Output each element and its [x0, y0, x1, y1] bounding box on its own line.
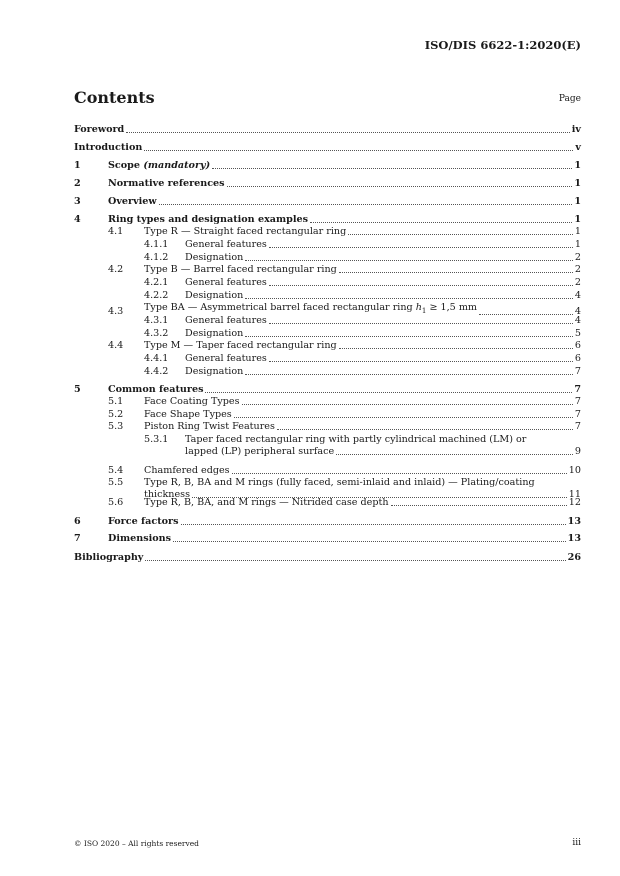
toc-entry[interactable] [74, 226, 581, 237]
toc-entry-number: 4.4.1 [144, 353, 169, 364]
toc-entry-number: 4 [74, 214, 81, 225]
toc-entry-title: Overview [108, 196, 157, 207]
toc-entry-page: 4 [574, 305, 581, 317]
toc-entry-page: 1 [574, 239, 581, 250]
toc-entry-title: Normative references [108, 178, 225, 189]
toc-entry-page: 12 [568, 497, 581, 508]
toc-entry-title: Introduction [74, 142, 143, 153]
toc-entry-page: 4 [574, 290, 581, 301]
toc-entry-number: 4.3.2 [144, 328, 169, 339]
toc-entry-number: 7 [74, 533, 81, 544]
toc-entry-page: 1 [574, 226, 581, 237]
toc-entry-number: 4.3.1 [144, 315, 169, 326]
copyright-notice: © ISO 2020 – All rights reserved [74, 839, 199, 848]
toc-entry-page: 11 [568, 489, 581, 500]
dot-leader [339, 347, 573, 349]
toc-entry-title: Type R, B, BA, and M rings — Nitrided case depth [144, 497, 389, 508]
toc-entry-page: 7 [574, 396, 581, 407]
dot-leader [212, 167, 572, 169]
toc-entry-number: 3 [74, 196, 81, 207]
toc-entry-title: General features [185, 239, 267, 250]
dot-leader [159, 203, 573, 205]
toc-entry-title: Piston Ring Twist Features [144, 421, 275, 432]
toc-entry-number: 4.2.2 [144, 290, 169, 301]
toc-entry[interactable] [74, 124, 581, 135]
toc-entry-page: 7 [574, 366, 581, 377]
page-number: iii [572, 838, 581, 848]
toc-entry[interactable] [74, 421, 581, 432]
dot-leader [269, 322, 573, 324]
toc-entry-page: 1 [574, 196, 581, 207]
toc-entry-page: v [575, 142, 581, 153]
dot-leader [205, 391, 572, 393]
toc-entry-number: 5.3 [108, 421, 124, 432]
toc-entry-page: 9 [574, 446, 581, 457]
toc-entry-title: Type M — Taper faced rectangular ring [144, 340, 337, 351]
toc-entry-number: 4.1.2 [144, 252, 169, 263]
toc-entry[interactable] [74, 315, 581, 326]
toc-entry[interactable] [74, 533, 581, 544]
toc-entry-number: 5 [74, 384, 81, 395]
toc-entry-title: Designation [185, 366, 244, 377]
toc-entry-number: 4.1 [108, 226, 124, 237]
dot-leader [310, 221, 572, 223]
toc-entry-title: thickness [144, 489, 190, 500]
toc-entry[interactable] [74, 516, 581, 527]
dot-leader [227, 185, 573, 187]
toc-entry-title: Scope (mandatory) [108, 160, 211, 171]
toc-entry-title: General features [185, 315, 267, 326]
toc-entry-number: 5.6 [108, 497, 124, 508]
toc-entry-title: Force factors [108, 516, 179, 527]
toc-entry-page: 13 [567, 516, 581, 527]
dot-leader [391, 504, 567, 506]
toc-entry[interactable] [74, 239, 581, 250]
dot-leader [242, 403, 573, 405]
toc-entry[interactable] [74, 178, 581, 189]
toc-entry-number: 4.4.2 [144, 366, 169, 377]
toc-entry-number: 5.4 [108, 465, 124, 476]
toc-entry-title: Taper faced rectangular ring with partly cylindrical machined (LM) or [185, 434, 527, 445]
toc-entry-number: 4.4 [108, 340, 124, 351]
toc-entry-title: Chamfered edges [144, 465, 230, 476]
toc-entry[interactable] [74, 384, 581, 395]
dot-leader [245, 297, 573, 299]
toc-entry-title: Dimensions [108, 533, 172, 544]
toc-entry-title: General features [185, 353, 267, 364]
toc-entry[interactable] [74, 160, 581, 171]
dot-leader [277, 428, 573, 430]
dot-leader [269, 360, 573, 362]
toc-entry[interactable] [74, 214, 581, 225]
dot-leader [145, 559, 565, 561]
toc-entry[interactable] [74, 340, 581, 351]
toc-entry-page: 1 [574, 160, 581, 171]
dot-leader [245, 373, 573, 375]
toc-entry-title: Face Coating Types [144, 396, 240, 407]
toc-entry[interactable] [74, 252, 581, 263]
toc-entry-number: 5.3.1 [144, 434, 169, 445]
toc-entry[interactable] [74, 142, 581, 153]
dot-leader [269, 246, 573, 248]
toc-entry-number: 4.1.1 [144, 239, 169, 250]
dot-leader [339, 271, 573, 273]
toc-entry-title: Bibliography [74, 552, 144, 563]
toc-entry-title: lapped (LP) peripheral surface [185, 446, 335, 457]
toc-entry-page: 7 [574, 384, 581, 395]
toc-entry-number: 1 [74, 160, 81, 171]
toc-entry[interactable] [74, 366, 581, 377]
dot-leader [348, 233, 573, 235]
dot-leader [269, 284, 573, 286]
toc-entry-number: 4.3 [108, 305, 124, 317]
toc-entry[interactable] [74, 264, 581, 275]
page-column-label: Page [558, 94, 581, 104]
dot-leader [232, 472, 567, 474]
toc-entry[interactable] [74, 477, 581, 488]
toc-entry-title: Ring types and designation examples [108, 214, 309, 225]
toc-entry-title: Designation [185, 252, 244, 263]
toc-entry[interactable] [74, 328, 581, 339]
dot-leader [245, 259, 573, 261]
toc-entry-title: Designation [185, 290, 244, 301]
dot-leader [336, 453, 573, 455]
toc-entry-number: 5.1 [108, 396, 124, 407]
toc-entry-title: Common features [108, 384, 204, 395]
toc-entry-number: 5.2 [108, 409, 124, 420]
toc-entry-number: 4.2 [108, 264, 124, 275]
toc-entry[interactable] [74, 290, 581, 301]
toc-entry-page: 26 [567, 552, 581, 563]
toc-entry-page: 7 [574, 409, 581, 420]
toc-entry-title: Face Shape Types [144, 409, 232, 420]
toc-entry-page: 10 [568, 465, 581, 476]
toc-entry-number: 6 [74, 516, 81, 527]
toc-entry-page: 7 [574, 421, 581, 432]
toc-entry-title: Foreword [74, 124, 125, 135]
toc-entry[interactable] [74, 552, 581, 563]
dot-leader [144, 149, 573, 151]
toc-entry-page: 2 [574, 264, 581, 275]
toc-entry-page: 6 [574, 353, 581, 364]
toc-entry-page: 6 [574, 340, 581, 351]
toc-entry-page: 5 [574, 328, 581, 339]
toc-entry-page: 1 [574, 214, 581, 225]
toc-entry-page: 4 [574, 315, 581, 326]
dot-leader [126, 131, 570, 133]
toc-entry-title: Type B — Barrel faced rectangular ring [144, 264, 337, 275]
toc-entry[interactable] [74, 446, 581, 457]
dot-leader [234, 416, 573, 418]
toc-entry-number: 2 [74, 178, 81, 189]
toc-entry[interactable] [74, 497, 581, 508]
toc-entry-page: 2 [574, 252, 581, 263]
toc-entry-number: 5.5 [108, 477, 124, 488]
toc-entry-title: Type R, B, BA and M rings (fully faced, semi-inlaid and inlaid) — Plating/coating [144, 477, 535, 488]
dot-leader [245, 335, 573, 337]
toc-entry[interactable] [74, 353, 581, 364]
toc-entry[interactable] [74, 277, 581, 288]
toc-entry-number: 4.2.1 [144, 277, 169, 288]
dot-leader [181, 523, 566, 525]
toc-entry-title: General features [185, 277, 267, 288]
toc-entry[interactable] [74, 396, 581, 407]
toc-entry-title: Type R — Straight faced rectangular ring [144, 226, 347, 237]
toc-entry-page: 1 [574, 178, 581, 189]
document-id: ISO/DIS 6622-1:2020(E) [424, 38, 581, 52]
toc-entry[interactable] [74, 409, 581, 420]
contents-title: Contents [74, 88, 155, 107]
toc-entry-page: 13 [567, 533, 581, 544]
toc-entry-title: Designation [185, 328, 244, 339]
toc-entry[interactable] [74, 465, 581, 476]
toc-entry-page: 2 [574, 277, 581, 288]
toc-entry[interactable] [74, 434, 581, 445]
dot-leader [173, 540, 566, 542]
toc-entry[interactable] [74, 196, 581, 207]
toc-entry-page: iv [571, 124, 581, 135]
toc-entry-title: Type BA — Asymmetrical barrel faced rectangular ring $h_1 \ge 1,5$ mm [144, 302, 478, 315]
